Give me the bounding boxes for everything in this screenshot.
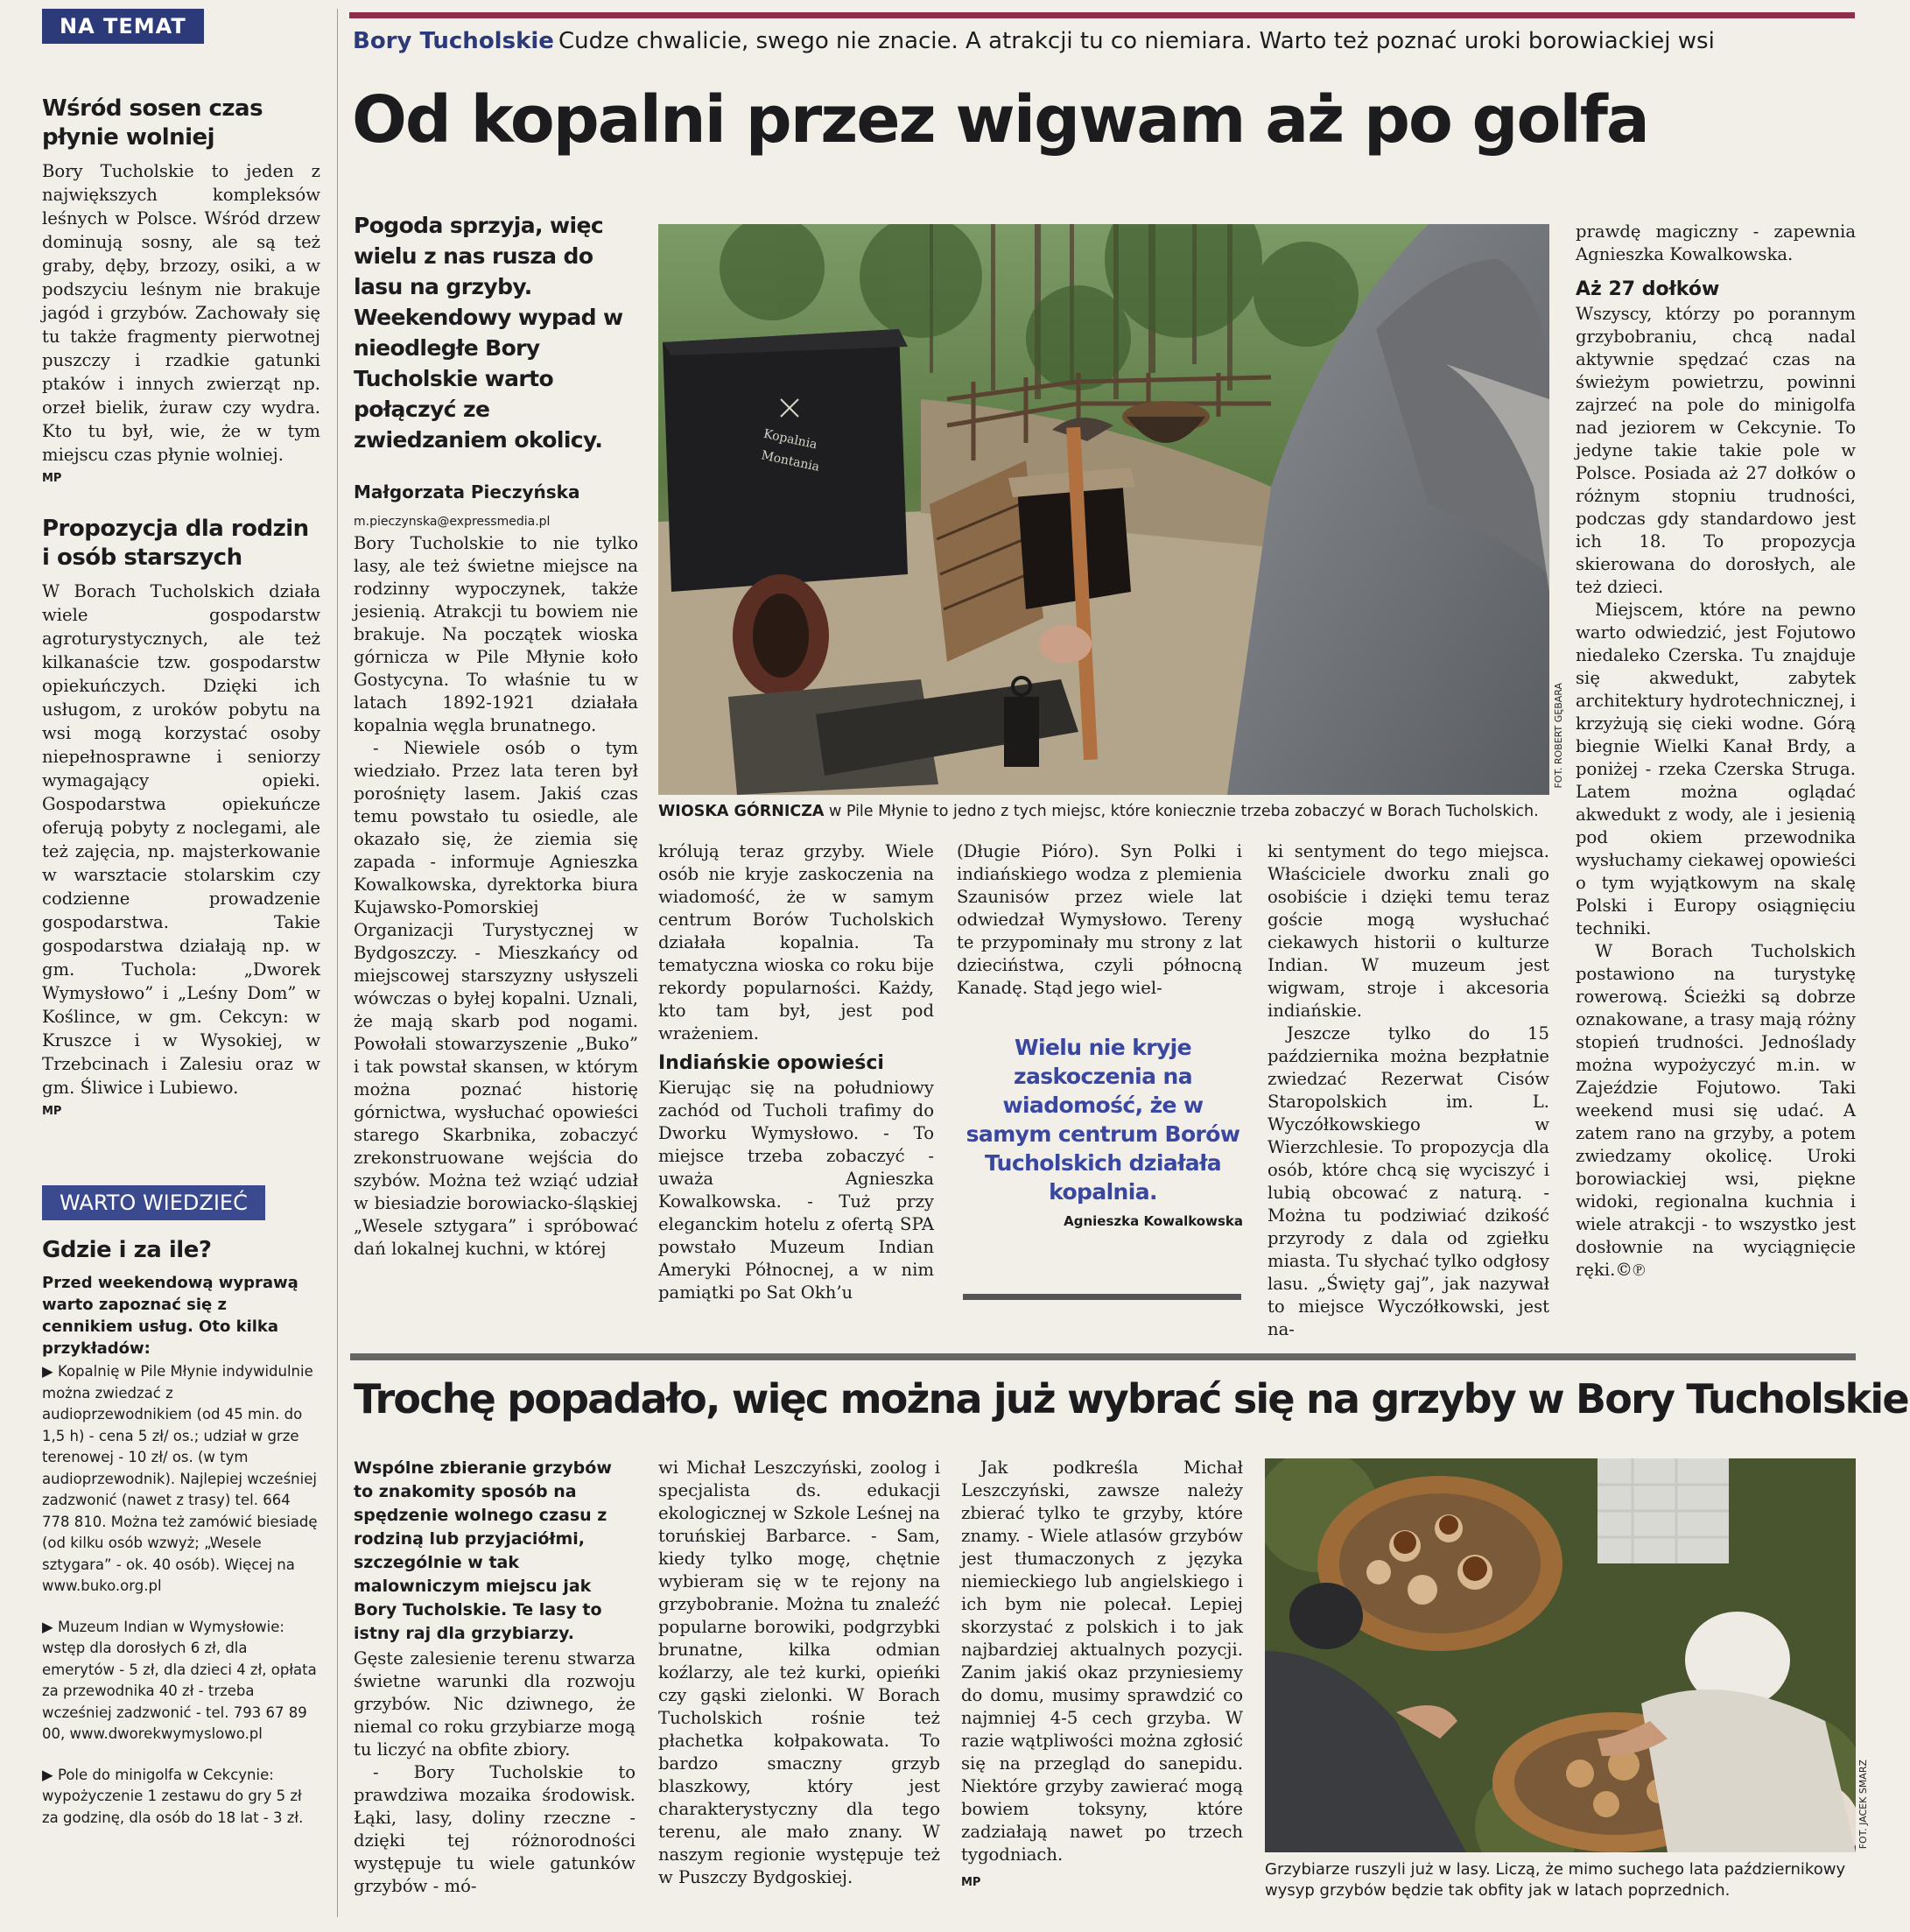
photo-credit-2: FOT. JACEK SMARZ bbox=[1857, 1760, 1869, 1850]
sidebar-article-2 bbox=[42, 515, 320, 1118]
second-article-rule bbox=[350, 1353, 1856, 1360]
kicker-section-name: Bory Tucholskie bbox=[353, 28, 554, 54]
mine-sign-line-1: Kopalnia bbox=[762, 426, 818, 453]
pull-quote bbox=[963, 1033, 1243, 1229]
sidebar-article-1-title: Wśród sosen czas płynie wolniej bbox=[42, 95, 263, 151]
mine-village-photo bbox=[658, 224, 1549, 795]
author-email: m.pieczynska@expressmedia.pl bbox=[354, 515, 551, 529]
bullet-arrow-icon: ▶ bbox=[42, 1363, 53, 1380]
pull-quote-text: Wielu nie kryje zaskoczenia na wiadomość, że w samym centrum Borów Tucholskich działała kopalnia. bbox=[966, 1035, 1240, 1205]
bullet-arrow-icon: ▶ bbox=[42, 1618, 53, 1635]
sidebar-article-1-signature: MP bbox=[42, 472, 62, 485]
section-tag-warto-wiedziec: WARTO WIEDZIEĆ bbox=[42, 1185, 265, 1220]
price-item-minigolf: ▶ Pole do minigolfa w Cekcynie: wypożyczenie 1 zestawu do gry 5 zł za godzinę, dla osób do 18 lat - 3 zł. bbox=[42, 1766, 304, 1826]
sidebar bbox=[42, 9, 320, 1118]
main-lead: Pogoda sprzyja, więc wielu z nas rusza do lasu na grzyby. Weekendowy wypad w nieodległe Bory Tucholskie warto połączyć ze zwiedzaniem okolicy. bbox=[354, 213, 623, 453]
kicker-text: Cudze chwalicie, swego nie znacie. A atrakcji tu co niemiara. Warto też poznać uroki borowiackiej wsi bbox=[558, 28, 1715, 54]
main-photo bbox=[658, 224, 1549, 795]
sidebar-article-2-body: W Borach Tucholskich działa wiele gospodarstw agroturystycznych, ale też kilkanaście tzw. gospodarstw opiekuńczych. Dzięki ich usługom, z uroków pobytu na wsi mogą korzystać osoby niepełnosprawne i seniorzy wymagający opieki. Gospodarstwa opiekuńcze oferują pobyty z noclegami, ale też zajęcia, np. majsterkowanie w warsztacie stolarskim czy codzienne prowadzenie gospodarstwa. Takie gospodarstwa działają np. w gm. Tuchola: „Dworek Wymysłowo” i „Leśny Dom” w Koślince, w gm. Cekcyn: w Kruszce i w Wysokiej, w Trzebcinach i Zalesiu oraz w gm. Śliwice i Lubiewo. bbox=[42, 581, 320, 1098]
main-column-5: prawdę magiczny - zapewnia Agnieszka Kowalkowska. Aż 27 dołków Wszyscy, którzy po porannym grzybobraniu, chcą nadal aktywnie spędzać czas na świeżym powietrzu, powinni zajrzeć na pole do minigolfa nad jeziorem w Cekcynie. To jedyne takie takie pole w Polsce. Posiada aż 27 dołków o różnym stopniu trudności, podczas gdy standardowo jest ich 18. To propozycja skierowana do dorosłych, ale też dzieci. Miejscem, które na pewno warto odwiedzić, jest Fojutowo niedaleko Czerska. Tu znajduje się akwedukt, zabytek architektury hydrotechnicznej, i krzyżują się cieki wodne. Górą biegnie Wielki Kanał Brdy, a poniżej - rzeka Czerska Struga. Latem można oglądać akwedukt z wody, ale i jesienią pod okiem przewodnika wysłuchamy ciekawej opowieści o tym wyjątkowym na skalę Polski i Europy osiągnięciu techniki. W Borach Tucholskich postawiono na turystykę rowerową. Ścieżki są dobrze oznakowane, a trasy mają różny stopień trudności. Jednoślady można wypożyczyć m.in. w Zajeździe Fojutowo. Taki weekend musi się udać. A zatem rano na grzyby, a potem zwiedzamy okolicę. Uroki borowiackiej wsi, piękne widoki, regionalna kuchnia i wiele atrakcji - to wszystko jest dosłownie na wyciągnięcie ręki.©℗ bbox=[1576, 221, 1856, 1280]
second-column-2: wi Michał Leszczyński, zoolog i specjalista ds. edukacji ekologicznej w Szkole Leśnej na toruńskiej Barbarce. - Sam, kiedy tylko mogę, chętnie wybieram się w te rejony na grzybobranie. Można tu znaleźć popularne borowiki, podgrzybki brunatne, kilka odmian koźlarzy, ale też kurki, opieńki czy gąski zielonki. W Borach Tucholskich rośnie też płachetka kołpakowata. To bardzo smaczny grzyb blaszkowy, który jest charakterystyczny dla tego terenu, ale mało znany. W naszym regionie występuje też w Puszczy Bydgoskiej. bbox=[658, 1458, 940, 1887]
price-item-kopalnia: ▶ Kopalnię w Pile Młynie indywidulnie można zwiedzać z audioprzewodnikiem (od 45 min. do 1,5 h) - cena 5 zł/ os.; udział w grze terenowej - 10 zł/ os. (w tym audioprzewodnik). Najlepiej wcześniej zadzwonić (nawet z trasy) tel. 664 778 810. Można też zamówić biesiadę (od kilku osób wzwyż; „Wesele sztygara” - ok. 40 osób). Więcej na www.buko.org.pl bbox=[42, 1363, 318, 1594]
bullet-arrow-icon: ▶ bbox=[42, 1766, 53, 1783]
warto-wiedziec-lead: Przed weekendową wyprawą warto zapoznać się z cennikiem usług. Oto kilka przykładów: bbox=[42, 1274, 298, 1358]
warto-wiedziec-box bbox=[42, 1185, 320, 1848]
main-column-3: (Długie Pióro). Syn Polki i indiańskiego wodza z plemienia Szaunisów przez wiele lat odwiedzał Wymysłowo. Tereny te przypominały mu strony z lat dzieciństwa, czyli północną Kanadę. Stąd jego wiel- bbox=[957, 841, 1242, 998]
second-column-1: Gęste zalesienie terenu stwarza świetne warunki dla rozwoju grzybów. Nic dziwnego, że niemal co roku grzybiarze mogą tu liczyć na obfite zbiory. - Bory Tucholskie to prawdziwa mozaika środowisk. Łąki, lasy, doliny rzeczne - dzięki tej różnorodności występuje tu wiele gatunków grzybów - mó- bbox=[354, 1648, 635, 1896]
mushroom-photo-caption: Grzybiarze ruszyli już w lasy. Liczą, że mimo suchego lata październikowy wysyp grzybów będzie tak obfity jak w latach poprzednich. bbox=[1265, 1860, 1846, 1900]
main-column-2: królują teraz grzyby. Wiele osób nie kryje zaskoczenia na wiadomość, że w samym centrum Borów Tucholskich działała kopalnia. Ta tematyczna wioska co roku bije rekordy popularności. Każdy, kto tam był, jest pod wrażeniem. Indiańskie opowieści Kierując się na południowy zachód od Tucholi trafimy do Dworku Wymysłowo. - To miejsce trzeba zobaczyć - uważa Agnieszka Kowalkowska. - Tuż przy eleganckim hotelu z ofertą SPA powstało Muzeum Indian Ameryki Północnej, a w nim pamiątki po Sat Okh’u bbox=[658, 841, 934, 1303]
top-accent-bar bbox=[349, 12, 1855, 18]
sidebar-article-2-title: Propozycja dla rodzin i osób starszych bbox=[42, 516, 309, 571]
subhead-27-dolkow: Aż 27 dołków bbox=[1576, 278, 1720, 300]
main-headline: Od kopalni przez wigwam aż po golfa bbox=[352, 82, 1648, 158]
pull-quote-author: Agnieszka Kowalkowska bbox=[1064, 1213, 1243, 1229]
kicker bbox=[353, 28, 1858, 54]
price-item-muzeum: ▶ Muzeum Indian w Wymysłowie: wstęp dla dorosłych 6 zł, dla emerytów - 5 zł, dla dzieci 4 zł, opłata za przewodnika 40 zł - trzeba wcześniej zadzwonić - tel. 793 67 89 00, www.dworekwymyslowo.pl bbox=[42, 1618, 317, 1742]
subhead-indianskie: Indiańskie opowieści bbox=[658, 1052, 884, 1074]
sidebar-article-1 bbox=[42, 95, 320, 485]
main-column-4: ki sentyment do tego miejsca. Właściciele dworku znali go osobiście i dzięki temu teraz goście mogą wysłuchać ciekawych historii o kulturze Indian. W muzeum jest wigwam, stroje i akcesoria indiańskie. Jeszcze tylko do 15 października można bezpłatnie zwiedzać Rezerwat Cisów Staropolskich im. L. Wyczółkowskiego w Wierzchlesie. To propozycja dla osób, które chcą się wyciszyć i lubią obcować z naturą. - Można tu podziwiać dzikość przyrody z dala od zgiełku miasta. Tu słychać tylko odgłosy lasu. „Święty gaj”, jak nazywał to miejsce Wyczółkowski, jest na- bbox=[1267, 841, 1549, 1339]
author-name: Małgorzata Pieczyńska bbox=[354, 481, 580, 502]
main-photo-caption: WIOSKA GÓRNICZA w Pile Młynie to jedno z tych miejsc, które koniecznie trzeba zobaczyć w Borach Tucholskich. bbox=[658, 803, 1539, 820]
sidebar-article-2-signature: MP bbox=[42, 1105, 62, 1118]
sidebar-divider bbox=[337, 9, 338, 1917]
mushroom-photo bbox=[1265, 1458, 1856, 1852]
byline bbox=[354, 481, 643, 529]
second-signature: MP bbox=[961, 1876, 981, 1889]
section-tag-na-temat: NA TEMAT bbox=[42, 9, 204, 44]
second-column-3: Jak podkreśla Michał Leszczyński, zawsze należy zbierać tylko te grzyby, które znamy. - Wiele atlasów grzybów jest tłumaczonych z języka niemieckiego lub angielskiego i ich bym nie polecał. Lepiej skorzystać z polskich i to jak najbardziej aktualnych pozycji. Zanim jakiś okaz przyniesiemy do domu, musimy sprawdzić co najmniej 4-5 cech grzyba. W razie wątpliwości można zgłosić się na przegląd do sanepidu. Niektóre grzyby zawierać mogą bowiem toksyny, które zadziałają nawet po trzech tygodniach. MP bbox=[961, 1457, 1243, 1894]
pull-quote-rule bbox=[963, 1294, 1241, 1300]
warto-wiedziec-title: Gdzie i za ile? bbox=[42, 1237, 212, 1263]
mine-sign-line-2: Montania bbox=[760, 448, 821, 474]
photo-credit-1: FOT. ROBERT GĘBARA bbox=[1553, 683, 1564, 789]
sidebar-article-1-body: Bory Tucholskie to jeden z największych kompleksów leśnych w Polsce. Wśród drzew dominują sosny, ale są też graby, dęby, brzozy, osiki, a w podszyciu leśnym nie brakuje jagód i grzybów. Zachowały się tu także fragmenty pierwotnej puszczy i rzadkie gatunki ptaków i innych zwierząt np. orzeł bielik, żuraw czy wydra. Kto tu był, wie, że w tym miejscu czas płynie wolniej. bbox=[42, 161, 320, 465]
main-column-1: Bory Tucholskie to nie tylko lasy, ale też świetne miejsce na rodzinny wypoczynek, także jesienią. Atrakcji tu bowiem nie brakuje. Na początek wioska górnicza w Pile Młynie koło Gostycyna. To właśnie tu w latach 1892-1921 działała kopalnia węgla brunatnego. - Niewiele osób o tym wiedziało. Przez lata teren był porośnięty lasem. Jakiś czas temu powstało tu osiedle, ale okazało się, że ziemia się zapada - informuje Agnieszka Kowalkowska, dyrektorka biura Kujawsko-Pomorskiej Organizacji Turystycznej w Bydgoszczy. - Mieszkańcy od miejscowej starszyzny usłyszeli wówczas o byłej kopalni. Uznali, że mają skarb pod nogami. Powołali stowarzyszenie „Buko” i tak powstał skansen, w którym można poznać historię górnictwa, wysłuchać opowieści starego Skarbnika, zobaczyć zrekonstruowane wejścia do szybów. Można też wziąć udział w biesiadzie borowiacko-śląskiej „Wesele sztygara” i spróbować dań lokalnej kuchni, w której bbox=[354, 533, 638, 1259]
mushroom-pickers-photo bbox=[1265, 1458, 1856, 1852]
second-lead: Wspólne zbieranie grzybów to znakomity sposób na spędzenie wolnego czasu z rodziną lub przyjaciółmi, szczególnie w tak malowniczym miejscu jak Bory Tucholskie. Te lasy to istny raj dla grzybiarzy. bbox=[354, 1458, 612, 1643]
second-headline: Trochę popadało, więc można już wybrać się na grzyby w Bory Tucholskie bbox=[354, 1375, 1908, 1423]
